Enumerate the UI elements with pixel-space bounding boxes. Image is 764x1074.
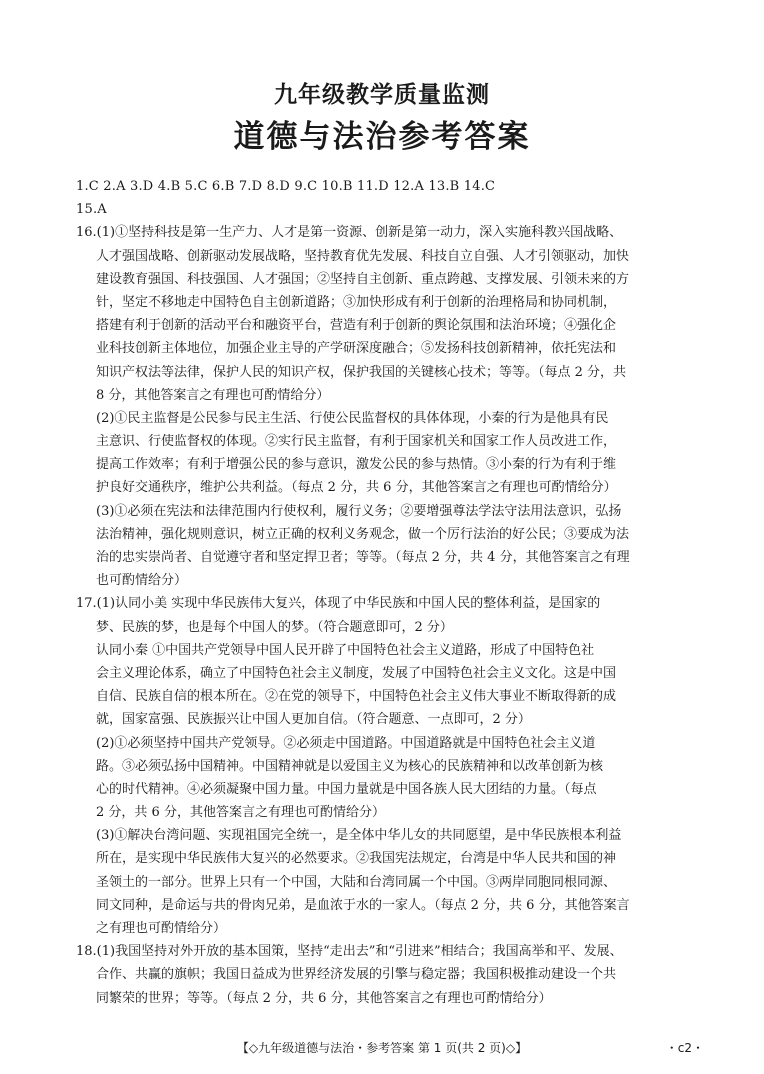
answer-line: 针，坚定不移地走中国特色自主创新道路；③加快形成有利于创新的治理格局和协同机制， bbox=[96, 294, 617, 310]
answer-line: 认同小秦 ①中国共产党领导中国人民开辟了中国特色社会主义道路，形成了中国特色社 bbox=[96, 642, 595, 658]
answer-line: 合作、共赢的旗帜；我国日益成为世界经济发展的引擎与稳定器；我国积极推动建设一个共 bbox=[96, 967, 617, 983]
answer-line: 15.A bbox=[76, 202, 107, 218]
answer-content bbox=[76, 175, 702, 1010]
answer-line: 18.(1)我国坚持对外开放的基本国策，坚持“走出去”和“引进来”相结合；我国高举和平、发展、 bbox=[76, 944, 623, 960]
answer-line: 会主义理论体系，确立了中国特色社会主义制度，发展了中国特色社会主义文化。这是中国 bbox=[96, 665, 617, 681]
footer-page-info: 【◇九年级道德与法治・参考答案 第 1 页(共 2 页)◇】 bbox=[236, 1041, 528, 1055]
answer-line: (3)①解决台湾问题、实现祖国完全统一，是全体中华儿女的共同愿望，是中华民族根本利益 bbox=[96, 828, 622, 844]
page-title: 九年级教学质量监测 bbox=[274, 82, 490, 108]
answer-line: 之有理也可酌情给分） bbox=[96, 921, 227, 936]
answer-line: 提高工作效率；有利于增强公民的参与意识，激发公民的参与热情。③小秦的行为有利于维 bbox=[96, 457, 617, 473]
answer-line: (2)①必须坚持中国共产党领导。②必须走中国道路。中国道路就是中国特色社会主义道 bbox=[96, 735, 596, 751]
answer-line: 主意识、行使监督权的体现。②实行民主监督，有利于国家机关和国家工作人员改进工作， bbox=[96, 434, 617, 450]
answer-line: 也可酌情给分） bbox=[96, 573, 188, 589]
answer-line: 搭建有利于创新的活动平台和融资平台，营造有利于创新的舆论氛围和法治环境；④强化企 bbox=[96, 318, 617, 334]
answer-line: 16.(1)①坚持科技是第一生产力、人才是第一资源、创新是第一动力，深入实施科教兴国战略、 bbox=[76, 225, 623, 241]
answer-line: 治的忠实崇尚者、自觉遵守者和坚定捍卫者；等等。（每点 2 分，共 4 分，其他答案言之有理 bbox=[96, 550, 630, 565]
answer-line: 自信、民族自信的根本所在。②在党的领导下，中国特色社会主义伟大事业不断取得新的成 bbox=[96, 689, 617, 705]
answer-line: 业科技创新主体地位，加强企业主导的产学研深度融合；⑤发扬科技创新精神，依托宪法和 bbox=[96, 341, 617, 357]
answer-line: (2)①民主监督是公民参与民主生活、行使公民监督权的具体体现，小秦的行为是他具有民 bbox=[96, 410, 609, 426]
answer-line: 就，国家富强、民族振兴让中国人更加自信。（符合题意、一点即可，2 分） bbox=[96, 712, 531, 728]
answer-line: 同文同种，是命运与共的骨肉兄弟，是血浓于水的一家人。（每点 2 分，共 6 分，其他答案言 bbox=[96, 897, 630, 913]
answer-line: 建设教育强国、科技强国、人才强国；②坚持自主创新、重点跨越、支撑发展、引领未来的方 bbox=[96, 271, 630, 287]
answer-line: (3)①必须在宪法和法律范围内行使权利，履行义务；②要增强尊法学法守法用法意识，弘扬 bbox=[96, 503, 622, 519]
answer-line: 同繁荣的世界；等等。（每点 2 分，共 6 分，其他答案言之有理也可酌情给分） bbox=[96, 990, 552, 1006]
answer-line: 人才强国战略、创新驱动发展战略，坚持教育优先发展、科技自立自强、人才引领驱动，加快 bbox=[96, 248, 630, 264]
page-subtitle: 道德与法治参考答案 bbox=[233, 119, 531, 155]
answer-line: 路。③必须弘扬中国精神。中国精神就是以爱国主义为核心的民族精神和以改革创新为核 bbox=[96, 758, 604, 774]
footer-code: ・c2・ bbox=[665, 1041, 704, 1055]
answer-line: 护良好交通秩序，维护公共利益。（每点 2 分，共 6 分，其他答案言之有理也可酌情给分） bbox=[96, 480, 617, 496]
answer-line: 知识产权法等法律，保护人民的知识产权，保护我国的关键核心技术；等等。（每点 2 分，共 bbox=[96, 364, 627, 380]
answer-line: 梦、民族的梦，也是每个中国人的梦。（符合题意即可，2 分） bbox=[96, 619, 453, 635]
answer-line: 8 分，其他答案言之有理也可酌情给分） bbox=[96, 387, 330, 403]
answer-line: 2 分，共 6 分，其他答案言之有理也可酌情给分） bbox=[96, 805, 385, 821]
answer-line: 心的时代精神。④必须凝聚中国力量。中国力量就是中国各族人民大团结的力量。（每点 bbox=[96, 781, 597, 797]
answer-line: 法治精神，强化规则意识，树立正确的权利义务观念，做一个厉行法治的好公民；③要成为法 bbox=[96, 526, 630, 542]
answer-line: 1.C 2.A 3.D 4.B 5.C 6.B 7.D 8.D 9.C 10.B 11.D 12.A 13.B 14.C bbox=[76, 179, 496, 194]
answer-line: 17.(1)认同小美 实现中华民族伟大复兴，体现了中华民族和中国人民的整体利益，是国家的 bbox=[76, 596, 601, 612]
answer-line: 所在，是实现中华民族伟大复兴的必然要求。②我国宪法规定，台湾是中华人民共和国的神 bbox=[96, 851, 617, 867]
answer-line: 圣领土的一部分。世界上只有一个中国，大陆和台湾同属一个中国。③两岸同胞同根同源、 bbox=[96, 874, 617, 890]
